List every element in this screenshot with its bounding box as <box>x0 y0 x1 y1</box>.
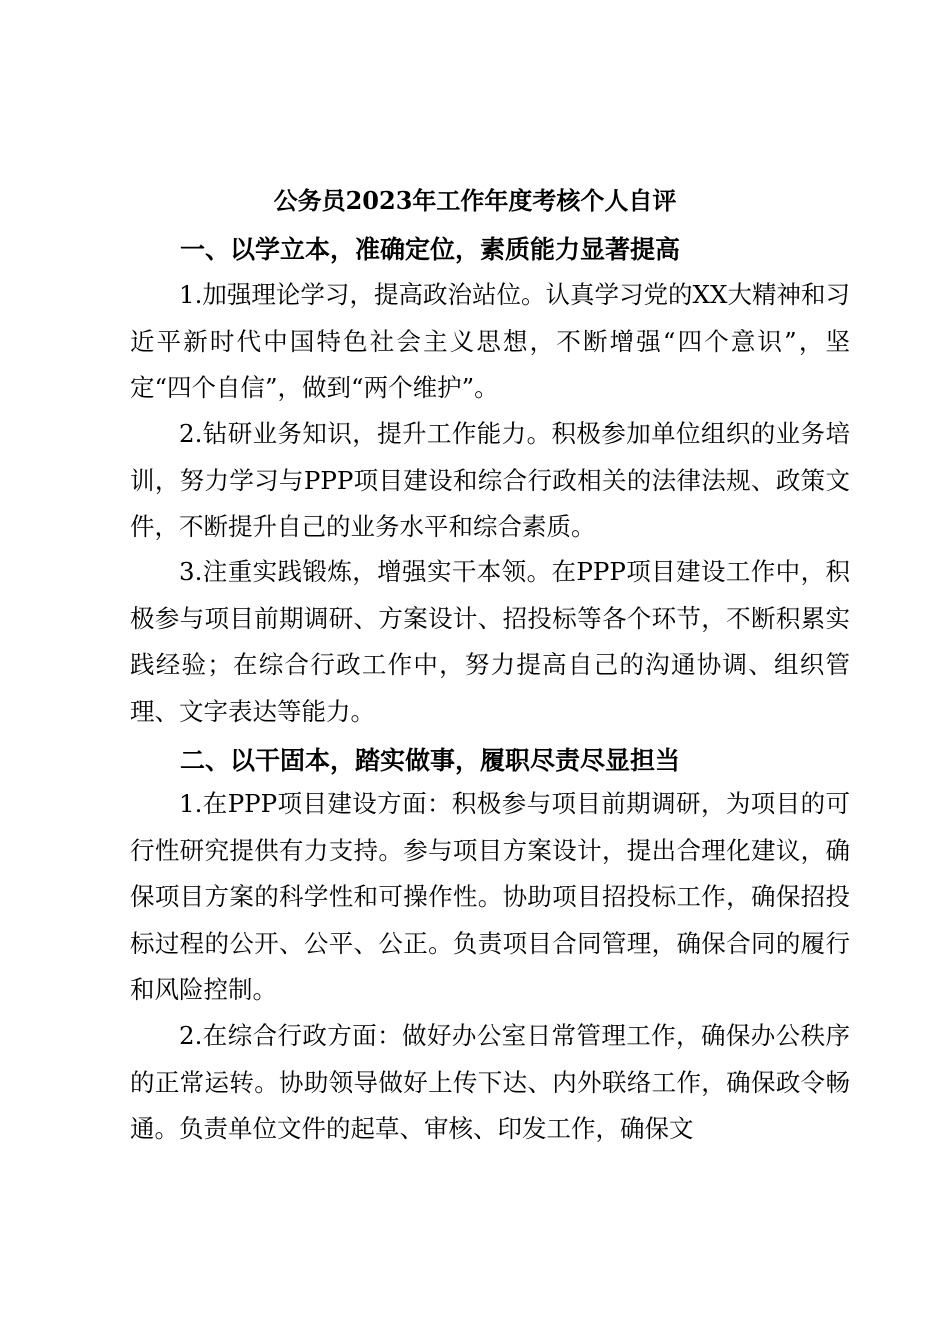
section-heading-2: 二、以干固本，踏实做事，履职尽责尽显担当 <box>180 746 681 775</box>
paragraph-1-3: 3.注重实践锻炼，增强实干本领。在PPP项目建设工作中，积极参与项目前期调研、方案设计、招投标等各个环节，不断积累实践经验；在综合行政工作中，努力提高自己的沟通协调、组织管理、文字表达等能力。 <box>130 557 850 726</box>
section-heading-1: 一、以学立本，准确定位，素质能力显著提高 <box>180 235 681 264</box>
document-title: 公务员2023年工作年度考核个人自评 <box>273 186 677 215</box>
paragraph-1-2: 2.钻研业务知识，提升工作能力。积极参加单位组织的业务培训，努力学习与PPP项目建设和综合行政相关的法律法规、政策文件，不断提升自己的业务水平和综合素质。 <box>130 419 850 541</box>
paragraph-2-1: 1.在PPP项目建设方面：积极参与项目前期调研，为项目的可行性研究提供有力支持。参与项目方案设计，提出合理化建议，确保项目方案的科学性和可操作性。协助项目招投标工作，确保招投标过程的公开、公平、公正。负责项目合同管理，确保合同的履行和风险控制。 <box>130 789 850 1004</box>
paragraph-1-1: 1.加强理论学习，提高政治站位。认真学习党的XX大精神和习近平新时代中国特色社会主义思想，不断增强“四个意识”，坚定“四个自信”，做到“两个维护”。 <box>130 280 850 402</box>
paragraph-2-2: 2.在综合行政方面：做好办公室日常管理工作，确保办公秩序的正常运转。协助领导做好上传下达、内外联络工作，确保政令畅通。负责单位文件的起草、审核、印发工作，确保文 <box>130 1021 850 1143</box>
